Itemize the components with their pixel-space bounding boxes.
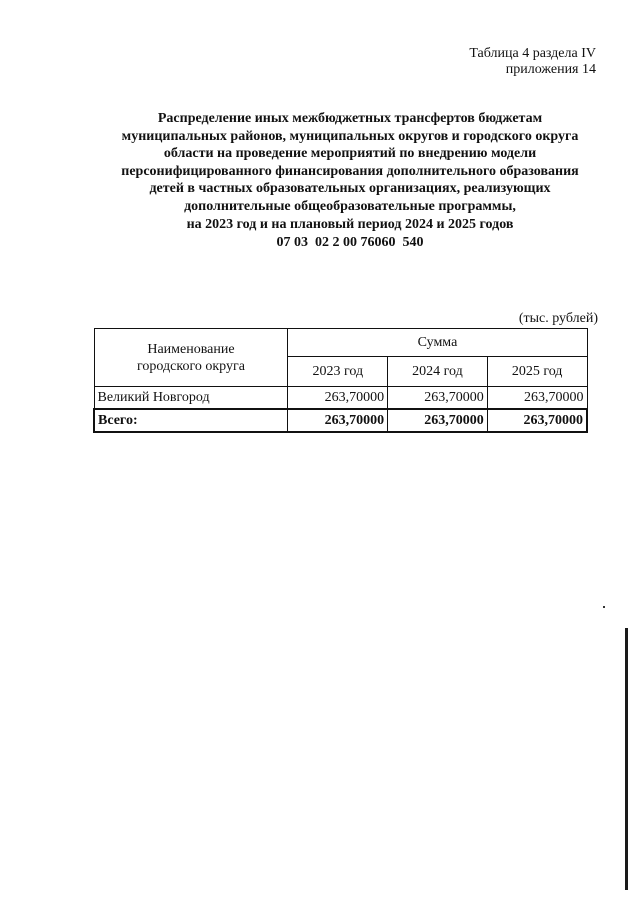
- document-title: [60, 110, 640, 233]
- title-line: дополнительные общеобразовательные программы,: [184, 198, 516, 214]
- units-label: (тыс. рублей): [518, 311, 598, 326]
- distribution-table: [93, 328, 588, 433]
- total-label-cell: Всего:: [94, 409, 288, 432]
- column-header-year: 2023 год: [288, 357, 388, 387]
- column-header-year: 2024 год: [388, 357, 488, 387]
- table-reference-line2: приложения 14: [505, 62, 596, 77]
- title-line: Распределение иных межбюджетных трансфертов бюджетам: [157, 111, 543, 126]
- amount-cell: 263,70000: [487, 387, 587, 410]
- table-row: [94, 387, 587, 410]
- district-name-cell: Великий Новгород: [94, 387, 288, 410]
- table-reference: [469, 46, 596, 78]
- amount-cell: 263,70000: [388, 387, 488, 410]
- title-line: персонифицированного финансирования дополнительного образования: [121, 163, 579, 179]
- total-amount-cell: 263,70000: [388, 409, 488, 432]
- title-line: на 2023 год и на плановый период 2024 и 2025 годов: [186, 216, 514, 232]
- column-header-sum: Сумма: [288, 329, 587, 357]
- column-header-name: [94, 329, 288, 387]
- amount-cell: 263,70000: [288, 387, 388, 410]
- title-line: муниципальных районов, муниципальных округов и городского округа: [121, 128, 579, 144]
- scan-speck: [603, 606, 605, 608]
- table-reference-line1: Таблица 4 раздела IV: [469, 46, 596, 61]
- title-line: области на проведение мероприятий по внедрению модели: [163, 146, 537, 162]
- scan-edge-line: [625, 628, 628, 890]
- table-header-row: [94, 329, 587, 357]
- column-header-name-line2: городского округа: [137, 358, 245, 374]
- title-line: детей в частных образовательных организациях, реализующих: [149, 181, 551, 197]
- total-row: [94, 409, 587, 432]
- column-header-name-line1: Наименование: [147, 341, 235, 357]
- total-amount-cell: 263,70000: [487, 409, 587, 432]
- budget-classification-code: 07 03 02 2 00 76060 540: [276, 235, 424, 250]
- column-header-year: 2025 год: [487, 357, 587, 387]
- total-amount-cell: 263,70000: [288, 409, 388, 432]
